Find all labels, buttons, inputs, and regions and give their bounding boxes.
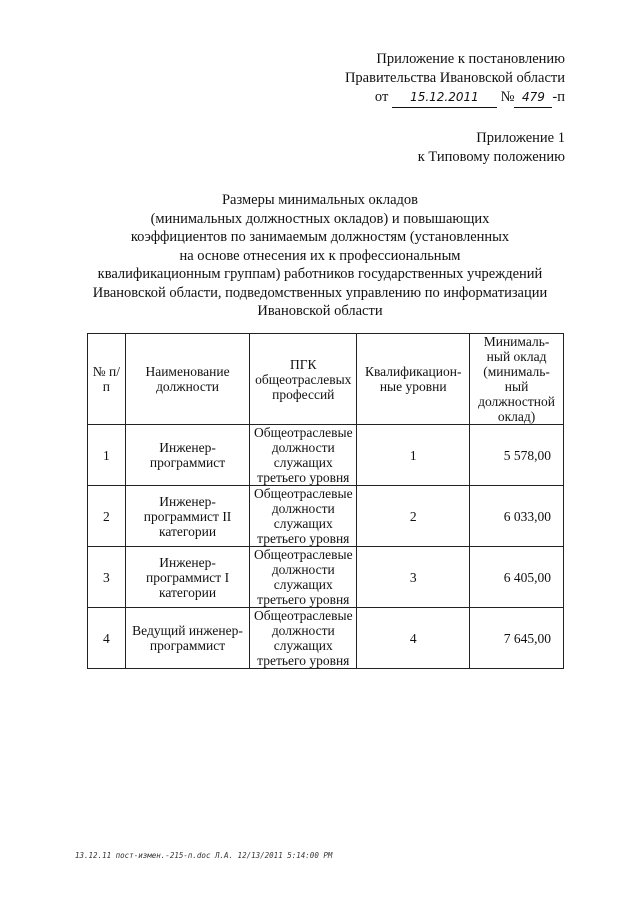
table-cell: Общеотраслевые должности служащих третьего уровня bbox=[250, 608, 357, 669]
table-cell: Инженер-программист I категории bbox=[125, 547, 250, 608]
table-cell: Инженер-программист II категории bbox=[125, 486, 250, 547]
table-cell: 3 bbox=[357, 547, 470, 608]
title-line: Ивановской области, подведомственных управлению по информатизации bbox=[92, 284, 548, 301]
appendix-block bbox=[418, 129, 565, 167]
title-line: коэффициентов по занимаемым должностям (установленных bbox=[130, 229, 510, 245]
header-date-line bbox=[345, 88, 565, 108]
table-cell: 2 bbox=[88, 486, 126, 547]
header-line: Приложение к постановлению bbox=[376, 51, 565, 67]
table-row bbox=[88, 486, 564, 547]
table-cell: 4 bbox=[88, 608, 126, 669]
title-line: на основе отнесения их к профессиональным bbox=[179, 247, 461, 264]
document-title bbox=[60, 191, 580, 321]
table-cell: 6 405,00 bbox=[470, 547, 564, 608]
handwritten-date: 15.12.2011 bbox=[392, 88, 497, 108]
table-row bbox=[88, 425, 564, 486]
table-cell: Ведущий инженер-программист bbox=[125, 608, 250, 669]
from-label: от bbox=[374, 89, 389, 105]
number-label: № bbox=[500, 89, 515, 105]
table-cell: Инженер-программист bbox=[125, 425, 250, 486]
column-header: Наименование должности bbox=[125, 334, 250, 425]
title-line: Размеры минимальных окладов bbox=[221, 192, 418, 208]
table-header-row bbox=[88, 334, 564, 425]
column-header: № п/п bbox=[88, 334, 126, 425]
table-cell: 5 578,00 bbox=[470, 425, 564, 486]
header-block bbox=[345, 50, 565, 108]
table-cell: 1 bbox=[357, 425, 470, 486]
appendix-line: к Типовому положению bbox=[417, 149, 565, 165]
table-cell: Общеотраслевые должности служащих третьего уровня bbox=[250, 486, 357, 547]
table-cell: 4 bbox=[357, 608, 470, 669]
handwritten-number: 479 bbox=[514, 88, 552, 108]
column-header: ПГК общеотраслевых профессий bbox=[250, 334, 357, 425]
table-cell: 3 bbox=[88, 547, 126, 608]
column-header: Минималь-ный оклад (минималь-ный должностной оклад) bbox=[470, 334, 564, 425]
table-cell: Общеотраслевые должности служащих третьего уровня bbox=[250, 425, 357, 486]
number-suffix: -п bbox=[552, 89, 565, 105]
title-line: квалификационным группам) работников государственных учреждений bbox=[97, 266, 543, 282]
appendix-line: Приложение 1 bbox=[476, 130, 565, 146]
table-cell: 2 bbox=[357, 486, 470, 547]
file-footer: 13.12.11 пост-измен.-215-п.doc Л.А. 12/13/2011 5:14:00 PM bbox=[75, 851, 333, 860]
title-line: Ивановской области bbox=[257, 303, 383, 319]
table-cell: 6 033,00 bbox=[470, 486, 564, 547]
column-header: Квалификацион-ные уровни bbox=[357, 334, 470, 425]
salary-table bbox=[87, 333, 564, 669]
header-line: Правительства Ивановской области bbox=[344, 70, 565, 86]
table-cell: Общеотраслевые должности служащих третьего уровня bbox=[250, 547, 357, 608]
table-row bbox=[88, 547, 564, 608]
table-cell: 7 645,00 bbox=[470, 608, 564, 669]
table-cell: 1 bbox=[88, 425, 126, 486]
table-row bbox=[88, 608, 564, 669]
title-line: (минимальных должностных окладов) и повышающих bbox=[150, 210, 490, 227]
